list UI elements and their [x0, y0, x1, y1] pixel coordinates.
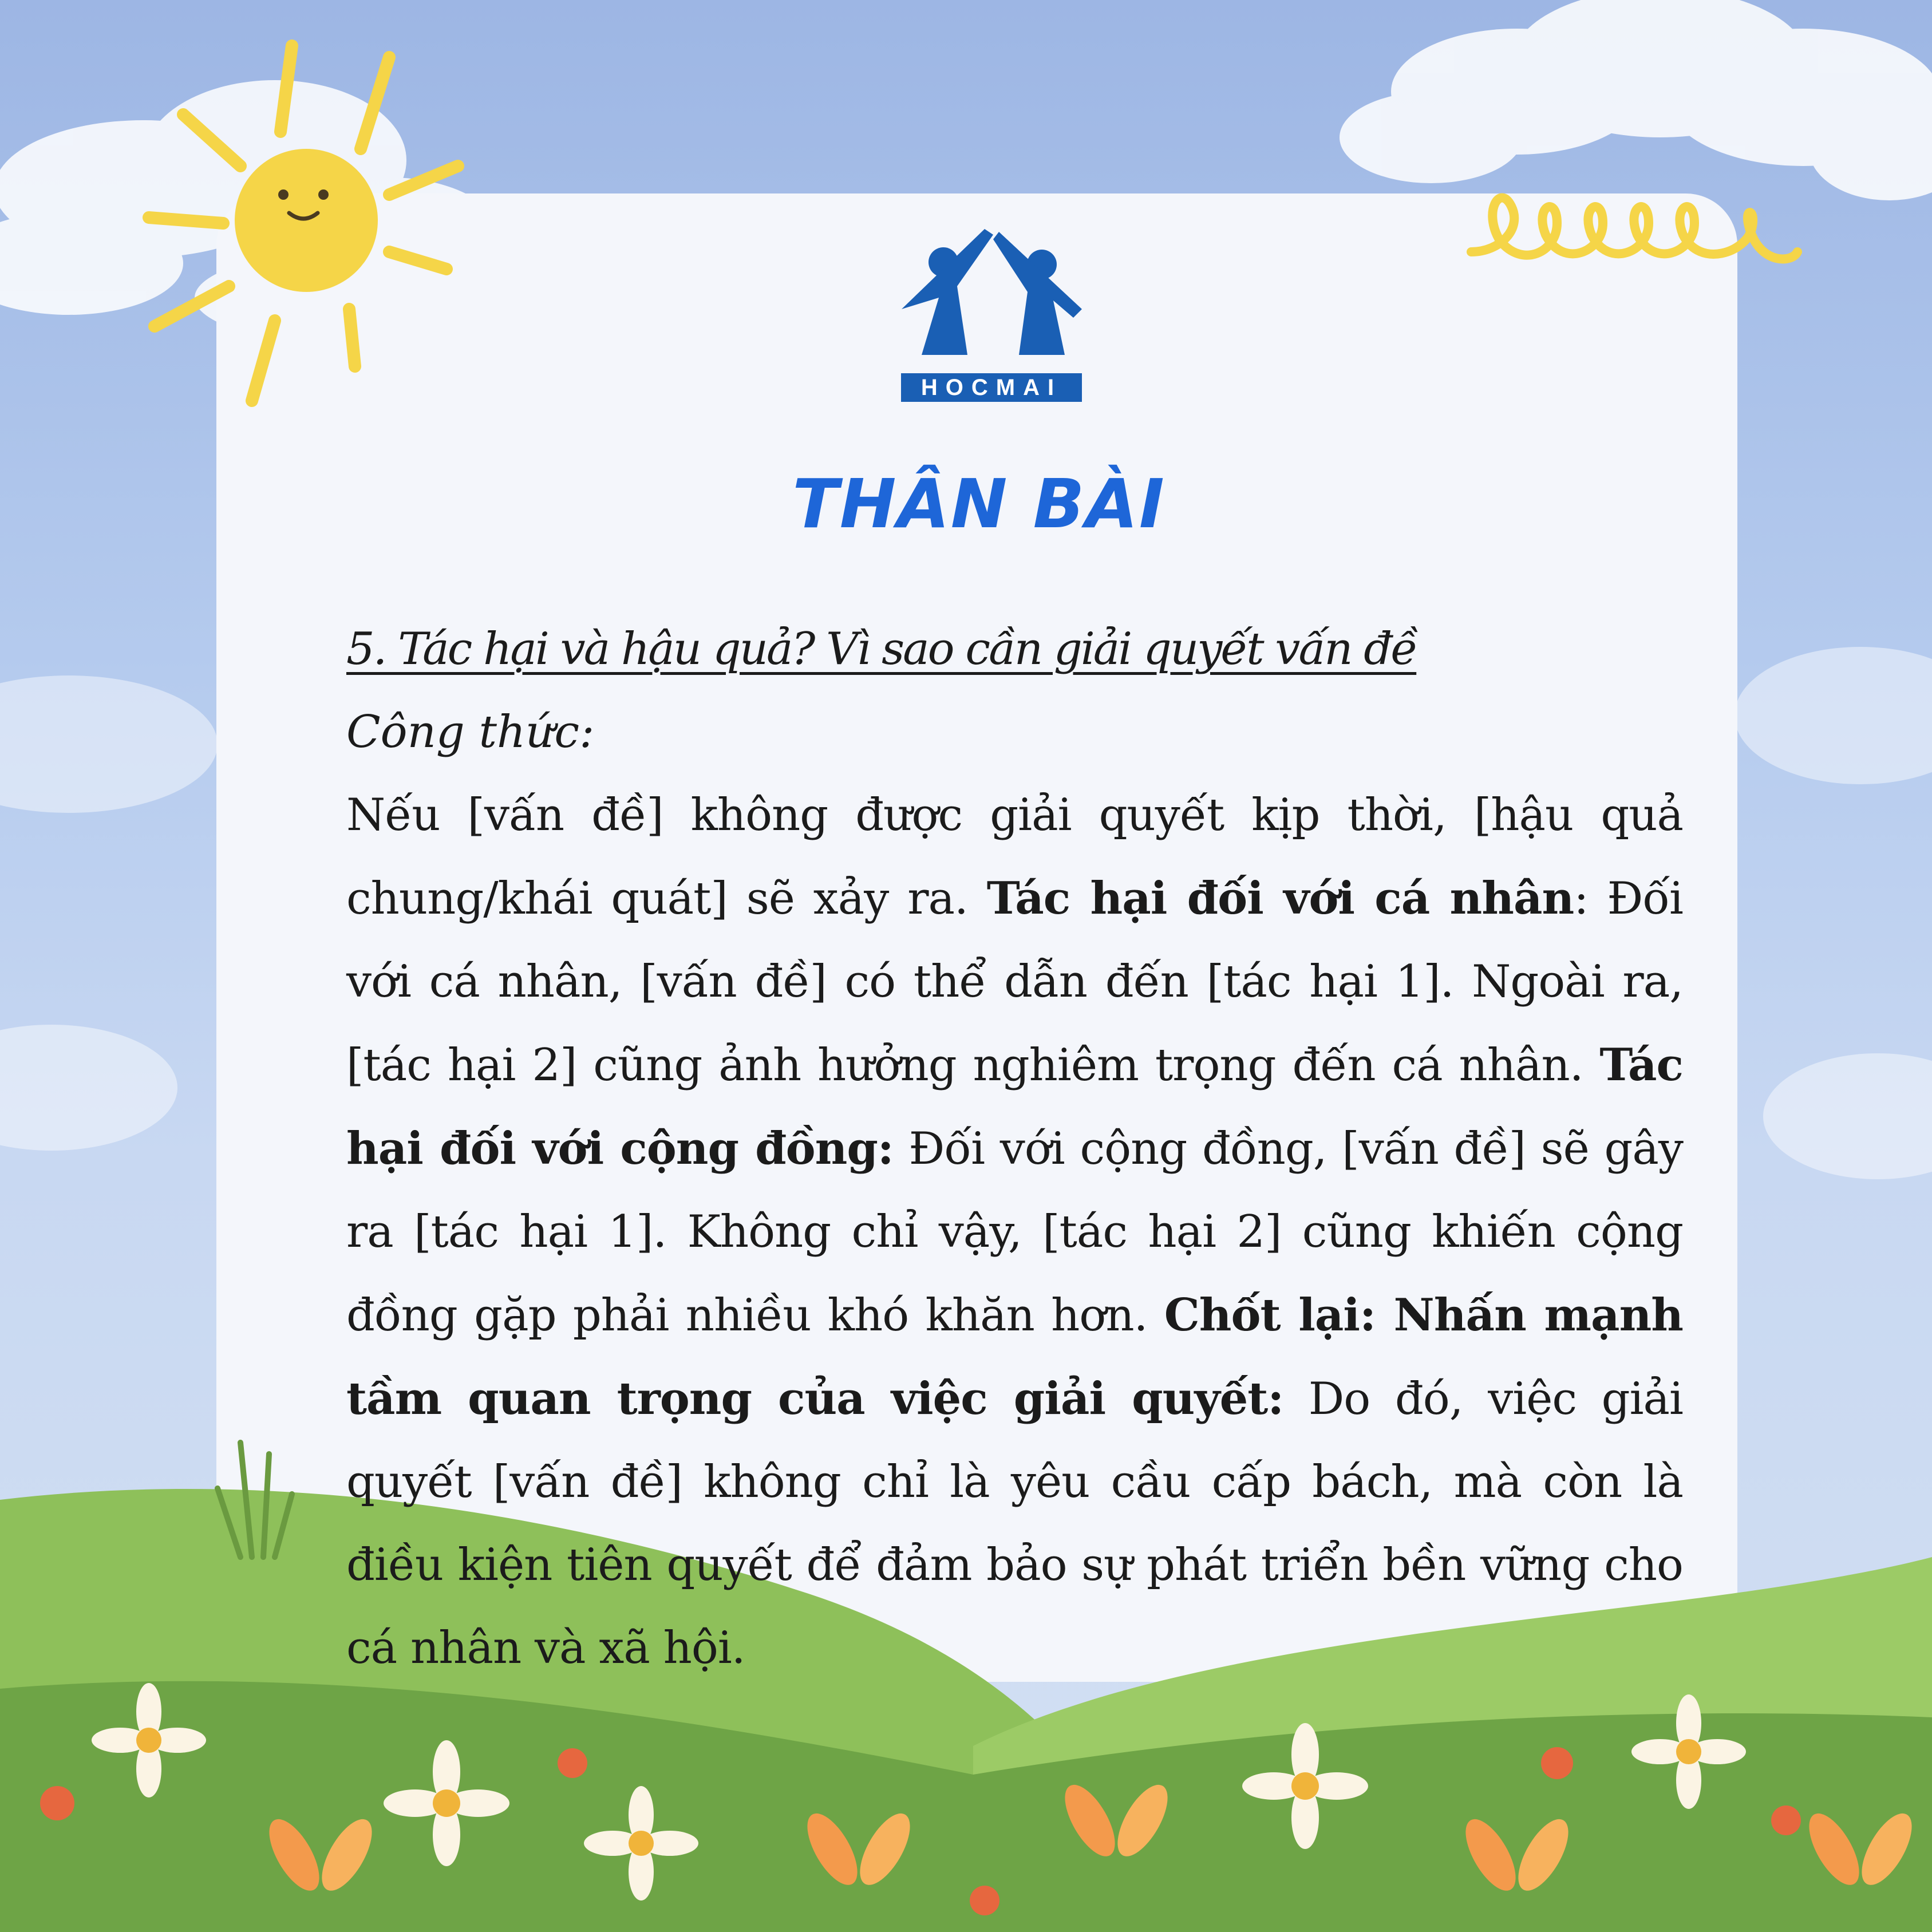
paragraph-run-bold: Tác hại đối với cá nhân: [986, 872, 1574, 924]
paragraph-run: : Đối với cá nhân, [vấn đề] có thể dẫn đến [tác hại 1]. Ngoài ra, [tác hại 2] cũng ảnh hưởng nghiêm trọng đến cá nhân.: [346, 873, 1683, 1091]
formula-paragraph: [346, 774, 1683, 1690]
paragraph-run: Nếu [vấn đề] không được giải quyết kịp thời, [hậu quả chung/khái quát] sẽ xảy ra.: [346, 789, 1683, 924]
section-content: [346, 608, 1683, 1690]
hocmai-logo-text: HOCMAI: [920, 375, 1062, 400]
sun-icon: [149, 46, 458, 401]
paragraph-run-bold: Tác hại đối với cộng đồng:: [346, 1039, 1683, 1175]
formula-label: Công thức:: [346, 706, 595, 758]
paragraph-run: Do đó, việc giải quyết [vấn đề] không chỉ là yêu cầu cấp bách, mà còn là điều kiện tiên quyết để đảm bảo sự phát triển bền vững cho cá nhân và xã hội.: [346, 1373, 1684, 1674]
section-heading: 5. Tác hại và hậu quả? Vì sao cần giải quyết vấn đề: [346, 623, 1417, 675]
paragraph-run: Đối với cộng đồng, [vấn đề] sẽ gây ra [tác hại 1]. Không chỉ vậy, [tác hại 2] cũng khiến cộng đồng gặp phải nhiều khó khăn hơn.: [346, 1123, 1683, 1341]
paragraph-run-bold: Chốt lại: Nhấn mạnh tầm quan trọng của việc giải quyết:: [346, 1289, 1683, 1425]
squiggle-decoration: [1471, 197, 1797, 259]
page-title: THÂN BÀI: [792, 464, 1165, 543]
